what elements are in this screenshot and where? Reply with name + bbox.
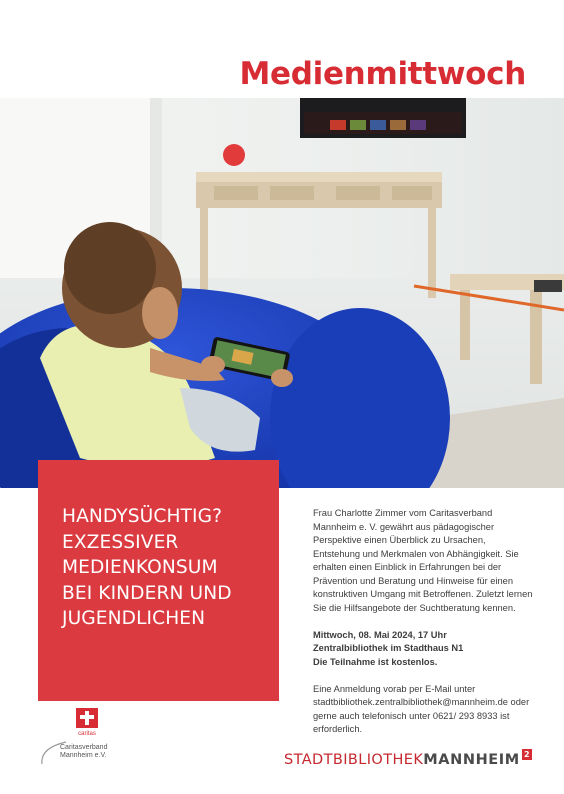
event-info xyxy=(313,629,535,670)
headline-line: MEDIENKONSUM xyxy=(62,557,218,578)
description: Frau Charlotte Zimmer vom Caritasverband Mannheim e. V. gewährt aus pädagogischer Perspektive einen Überblick zu Ursachen, Entstehung und Merkmalen von Abhängigkeit. Sie erhalten einen Einblick in Erfahrungen bei der Prävention und Beratung und Hinweise für einen konstruktiven Umgang mit Betroffenen. Zuletzt lernen Sie die Hilfsangebote der Suchtberatung kennen. xyxy=(313,508,533,613)
page-title: Medienmittwoch xyxy=(239,56,526,92)
headline-line: BEI KINDERN UND xyxy=(62,582,232,604)
headline-line: JUGENDLICHEN xyxy=(62,608,206,629)
headline-line: HANDYSÜCHTIG? xyxy=(62,506,223,527)
library-logo-part1: STADTBIBLIOTHEK xyxy=(284,752,424,768)
caritas-name-line2: Mannheim e.V. xyxy=(60,752,107,759)
event-date: Mittwoch, 08. Mai 2024, 17 Uhr xyxy=(313,629,447,640)
library-logo xyxy=(284,749,532,768)
headline-box xyxy=(38,460,279,701)
event-fee: Die Teilnahme ist kostenlos. xyxy=(313,656,438,667)
event-location: Zentralbibliothek im Stadthaus N1 xyxy=(313,643,464,653)
hero-photo xyxy=(0,98,564,488)
caritas-logo xyxy=(36,708,116,768)
registration-info: Eine Anmeldung vorab per E-Mail unter stadtbibliothek.zentralbibliothek@mannheim.de oder gerne auch telefonisch unter 0621/ 293 8933 ist erforderlich. xyxy=(313,683,530,734)
event-details xyxy=(313,507,535,750)
caritas-name-line1: Caritasverband xyxy=(60,744,108,751)
caritas-mark-text: caritas xyxy=(78,731,96,736)
caritas-cross-icon xyxy=(76,708,98,736)
library-logo-superscript: 2 xyxy=(522,749,532,760)
library-logo-part2: MANNHEIM xyxy=(423,752,520,768)
headline-line: EXZESSIVER xyxy=(62,531,179,553)
headline xyxy=(62,504,263,632)
